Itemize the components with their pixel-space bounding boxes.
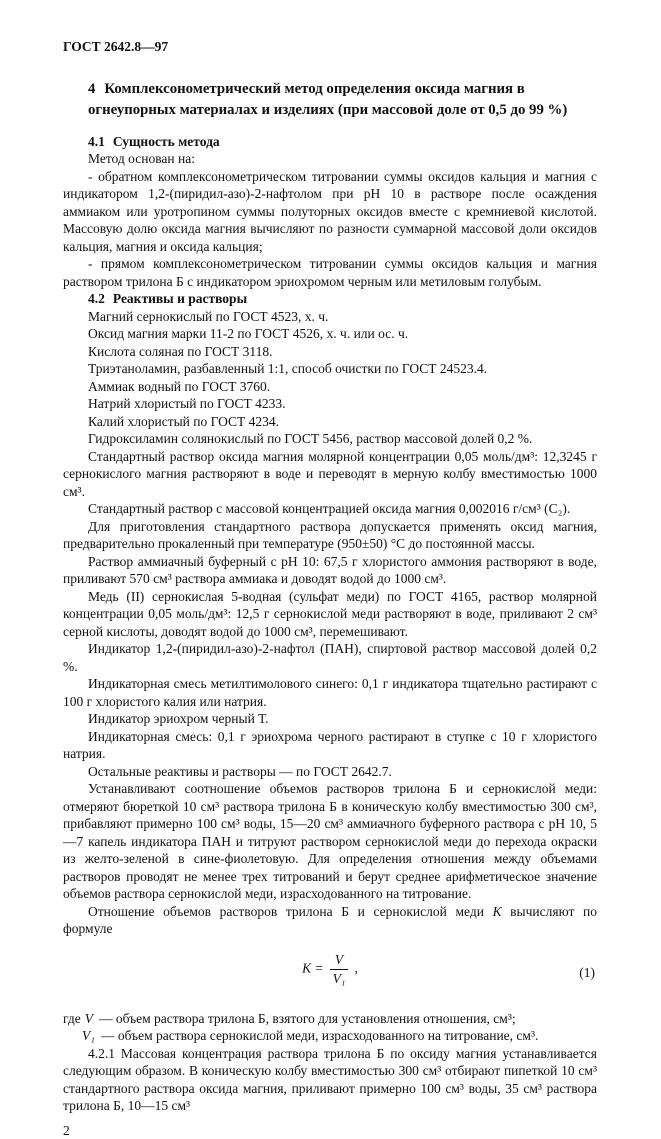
paragraph: Для приготовления стандартного раствора допускается применять оксид магния, предварительно прокаленный при температуре (950±50) °С до постоянной массы. [63, 518, 597, 553]
subsection-title: Сущность метода [113, 134, 220, 149]
paragraph: Метод основан на: [63, 150, 597, 168]
subsection-number: 4.2 [88, 291, 105, 306]
legend-variable: V₁ [82, 1028, 95, 1043]
standard-code-header: ГОСТ 2642.8—97 [63, 38, 597, 56]
formula-intro-text-tail: вычисляют по формуле [63, 904, 597, 937]
paragraph: Индикаторная смесь метилтимолового синего: 0,1 г индикатора тщательно растирают с 100 г хлористого калия или натрия. [63, 675, 597, 710]
paragraph: Калий хлористый по ГОСТ 4234. [63, 413, 597, 431]
formula-expression [63, 952, 597, 987]
formula-fraction [330, 952, 348, 987]
paragraph: Магний сернокислый по ГОСТ 4523, х. ч. [63, 308, 597, 326]
subsection-4-2-heading [63, 290, 597, 308]
paragraph: - прямом комплексонометрическом титровании суммы оксидов кальция и магния раствором трилона Б с индикатором эриохромом черным или метиловым голубым. [63, 255, 597, 290]
formula-lhs: К [302, 960, 311, 975]
fraction-numerator: V [330, 952, 348, 970]
formula-legend-line [63, 1010, 597, 1028]
subsection-number: 4.1 [88, 134, 105, 149]
paragraph: Индикатор эриохром черный Т. [63, 710, 597, 728]
paragraph: Остальные реактивы и растворы — по ГОСТ 2642.7. [63, 763, 597, 781]
paragraph: Триэтаноламин, разбавленный 1:1, способ очистки по ГОСТ 24523.4. [63, 360, 597, 378]
paragraph: Устанавливают соотношение объемов растворов трилона Б и сернокислой меди: отмеряют бюреткой 10 см³ раствора трилона Б в коническую колбу вместимостью 300 см³, прибавляют примерно 100 см³ воды, 15—20 см³ аммиачного буферного раствора с рН 10, 5—7 капель индикатора ПАН и титруют раствором сернокислой меди до перехода окраски из желто-зеленой в сине-фиолетовую. Для определения отношения между объемами растворов проводят не менее трех титрований и берут среднее арифметическое значение объемов раствора сернокислой меди, израсходованного на титрование. [63, 780, 597, 903]
paragraph: Стандартный раствор с массовой концентрацией оксида магния 0,002016 г/см³ (С₂). [63, 500, 597, 518]
paragraph: Раствор аммиачный буферный с рН 10: 67,5 г хлористого аммония растворяют в воде, приливают 570 см³ раствора аммиака и доводят водой до 1000 см³. [63, 553, 597, 588]
formula-equals: = [314, 960, 323, 975]
paragraph: Кислота соляная по ГОСТ 3118. [63, 343, 597, 361]
section-number: 4 [88, 81, 95, 97]
paragraph: Натрий хлористый по ГОСТ 4233. [63, 395, 597, 413]
paragraph: Гидроксиламин солянокислый по ГОСТ 5456, раствор массовой долей 0,2 %. [63, 430, 597, 448]
subsection-4-1-heading [63, 133, 597, 151]
paragraph: Оксид магния марки 11-2 по ГОСТ 4526, х. ч. или ос. ч. [63, 325, 597, 343]
paragraph: 4.2.1 Массовая концентрация раствора трилона Б по оксиду магния устанавливается следующим образом. В коническую колбу вместимостью 300 см³ отбирают пипеткой 10 см³ стандартного раствора оксида магния, приливают примерно 100 см³ воды, 35 см³ раствора трилона Б, 10—15 см³ [63, 1045, 597, 1115]
section-heading-text: Комплексонометрический метод определения оксида магния в огнеупорных материалах и изделиях (при массовой доле от 0,5 до 99 %) [88, 81, 567, 118]
paragraph: Индикатор 1,2-(пиридил-азо)-2-нафтол (ПАН), спиртовой раствор массовой долей 0,2 %. [63, 640, 597, 675]
equation-number: (1) [579, 964, 595, 982]
paragraph: Стандартный раствор оксида магния молярной концентрации 0,05 моль/дм³: 12,3245 г сернокислого магния растворяют в воде и переводят в мерную колбу вместимостью 1000 см³. [63, 448, 597, 501]
formula-intro-text: Отношение объемов растворов трилона Б и сернокислой меди [88, 904, 484, 919]
formula-legend-line [63, 1027, 597, 1045]
legend-description: — объем раствора трилона Б, взятого для установления отношения, см³; [99, 1011, 516, 1026]
subsection-title: Реактивы и растворы [113, 291, 247, 306]
section-heading [63, 79, 597, 121]
legend-description: — объем раствора сернокислой меди, израсходованного на титрование, см³. [101, 1028, 538, 1043]
fraction-denominator: V₁ [330, 970, 348, 987]
formula-intro-variable: К [493, 904, 502, 919]
formula-comma: , [355, 960, 358, 975]
formula-block [63, 952, 597, 998]
page-number: 2 [63, 1122, 597, 1139]
paragraph: Индикаторная смесь: 0,1 г эриохрома черного растирают в ступке с 10 г хлористого натрия. [63, 728, 597, 763]
legend-variable: V [85, 1011, 93, 1026]
paragraph: Медь (II) сернокислая 5-водная (сульфат меди) по ГОСТ 4165, раствор молярной концентрации 0,05 моль/дм³: 12,5 г сернокислой меди растворяют в воде, приливают 2 см³ серной кислоты, доводят водой до 1000 см³, перемешивают. [63, 588, 597, 641]
paragraph: Аммиак водный по ГОСТ 3760. [63, 378, 597, 396]
formula-intro-paragraph [63, 903, 597, 938]
paragraph: - обратном комплексонометрическом титровании суммы оксидов кальция и магния с индикатором 1,2-(пиридил-азо)-2-нафтолом при рН 10 в растворе после осаждения аммиаком или уротропином суммы полуторных оксидов вместе с кремниевой кислотой. Массовую долю оксида магния вычисляют по разности суммарной массовой доли оксидов кальция, магния и оксида кальция; [63, 168, 597, 256]
legend-prefix: где [63, 1011, 81, 1026]
